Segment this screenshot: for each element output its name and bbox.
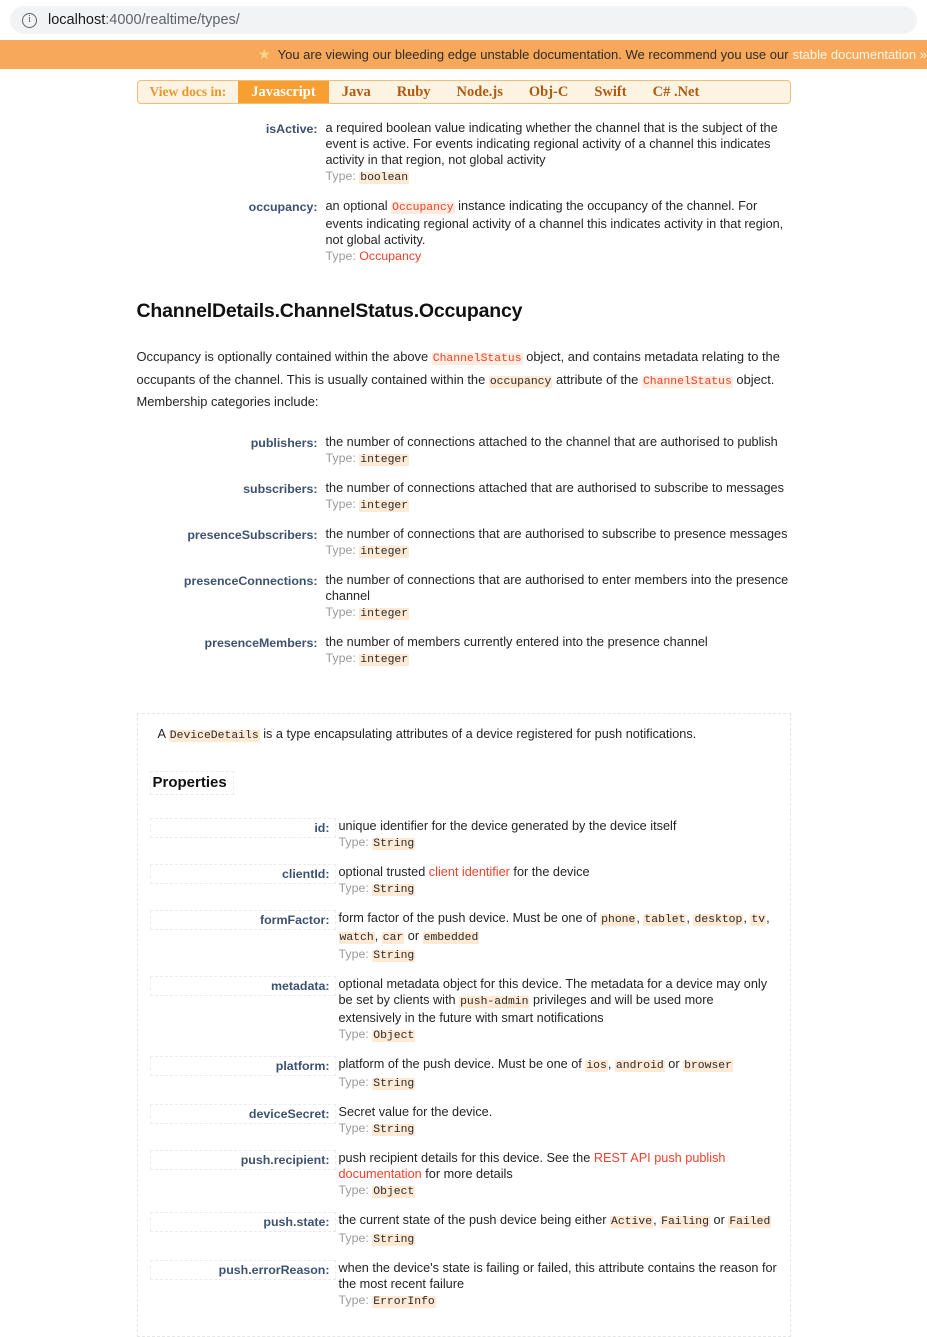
property-description (336, 818, 778, 852)
occupancy-intro-paragraph (137, 347, 791, 413)
property-description (336, 1056, 778, 1092)
property-type-line (339, 1230, 778, 1248)
tab-nodejs[interactable]: Node.js (456, 83, 503, 100)
property-description-text (326, 198, 791, 248)
property-name: metadata: (150, 976, 336, 996)
inline-code: ios (586, 1059, 607, 1072)
property-name: id: (150, 818, 336, 838)
inline-code: Failing (661, 1215, 709, 1228)
inline-code: browser (684, 1059, 732, 1072)
inline-code: phone (601, 913, 636, 926)
occupancy-heading: ChannelDetails.ChannelStatus.Occupancy (136, 300, 523, 322)
tab-javascript[interactable]: Javascript (238, 81, 328, 103)
property-name: platform: (150, 1056, 336, 1076)
url-host: localhost (48, 12, 106, 28)
property-description-text (326, 572, 791, 604)
type-value: Occupancy (359, 249, 422, 263)
text-run: object, and contains metadata relating to the occupants of the channel. This is usually contained within the (136, 349, 780, 387)
property-description-text (326, 480, 791, 496)
text-run: Occupancy is optionally contained within the above (136, 349, 432, 364)
property-description (323, 120, 791, 186)
text-run: the number of connections attached that are authorised to subscribe to messages (325, 480, 784, 495)
property-description-text (339, 1212, 778, 1230)
property-description (336, 1212, 778, 1248)
inline-code: tablet (644, 913, 686, 926)
property-description (336, 1260, 778, 1310)
type-value: integer (360, 453, 409, 466)
property-description (323, 634, 791, 668)
property-type-line (326, 168, 791, 186)
property-description-text (339, 910, 778, 946)
property-description-text (339, 1056, 778, 1074)
property-name: deviceSecret: (150, 1104, 336, 1124)
property-description-text (326, 434, 791, 450)
type-label: Type: (338, 1026, 373, 1041)
property-row (137, 120, 791, 186)
text-run: , (374, 928, 382, 943)
type-value: Object (373, 1029, 415, 1042)
text-run: is a type encapsulating attributes of a device registered for push notifications. (259, 726, 697, 741)
property-name: occupancy: (248, 200, 318, 214)
text-run: when the device's state is failing or failed, this attribute contains the reason for the most recent failure (338, 1260, 777, 1291)
type-label: Type: (338, 1074, 373, 1089)
property-type-line (339, 880, 778, 898)
property-type-line (339, 834, 778, 852)
text-run: a required boolean value indicating whether the channel that is the subject of the event is active. For events indicating regional activity of a channel this indicates activity in that region, not global activity (325, 121, 778, 167)
text-run: for more details (421, 1166, 513, 1181)
device-details-section-wrap (0, 680, 927, 1337)
text-run: attribute of the (552, 371, 642, 387)
type-label: Type: (325, 496, 360, 511)
inline-code: push-admin (460, 995, 529, 1008)
property-name: publishers: (250, 435, 318, 450)
text-run: the current state of the push device being either (338, 1212, 611, 1227)
type-value: integer (360, 545, 409, 558)
property-row (150, 1260, 778, 1310)
type-label: Type: (325, 169, 360, 183)
property-type-line (339, 1120, 778, 1138)
property-description (336, 1104, 778, 1138)
property-name: presenceMembers: (204, 635, 318, 650)
text-run: privileges and will be used more extensively in the future with smart notifications (338, 992, 714, 1025)
property-description (323, 198, 791, 264)
property-name: presenceConnections: (183, 573, 318, 588)
property-row (150, 976, 778, 1044)
text-run: or (709, 1212, 729, 1227)
inline-code-type: ChannelStatus (642, 375, 732, 388)
property-description (336, 864, 778, 898)
stable-documentation-link[interactable]: stable documentation » (792, 47, 927, 62)
text-run: the number of connections that are authorised to enter members into the presence channel (325, 572, 789, 603)
text-run: unique identifier for the device generated by the device itself (338, 818, 677, 833)
occupancy-section (137, 276, 791, 668)
property-type-line (339, 1026, 778, 1044)
type-label: Type: (338, 1182, 373, 1197)
property-row (137, 526, 791, 560)
type-value: String (373, 1123, 415, 1136)
property-name: push.errorReason: (150, 1260, 336, 1280)
property-description (336, 1150, 778, 1200)
text-run: the number of connections that are authorised to subscribe to presence messages (325, 526, 788, 541)
type-label: Type: (338, 880, 373, 895)
tab-swift[interactable]: Swift (594, 83, 627, 100)
occupancy-prop-list (137, 434, 791, 668)
device-details-intro (150, 724, 778, 747)
property-description (336, 910, 778, 964)
property-description (323, 572, 791, 622)
property-row (150, 1056, 778, 1092)
text-run: , (636, 910, 644, 925)
property-name: subscribers: (243, 481, 318, 496)
property-description-text (339, 1150, 778, 1182)
view-docs-in-label: View docs in: (149, 84, 227, 99)
property-row (137, 480, 791, 514)
inline-code: embedded (423, 931, 479, 944)
property-row (137, 198, 791, 264)
text-run: or (404, 928, 423, 943)
browser-chrome (0, 0, 927, 40)
text-run: for the device (509, 864, 590, 879)
inline-code-type: ChannelStatus (432, 353, 522, 365)
property-description-text (326, 120, 791, 168)
type-label: Type: (325, 542, 360, 557)
banner-text: You are viewing our bleeding edge unstable documentation. We recommend you use our (277, 47, 789, 62)
text-run: push recipient details for this device. See the (338, 1150, 594, 1165)
property-type-line (326, 248, 791, 264)
property-description (323, 526, 791, 560)
type-label: Type: (338, 834, 373, 849)
text-run: optional metadata object for this device. The metadata for a device may only be set by clients with (338, 976, 768, 1007)
type-label: Type: (325, 450, 360, 465)
text-run: form factor of the push device. Must be one of (338, 910, 601, 925)
device-details-prop-list (150, 818, 778, 1310)
inline-link[interactable]: client identifier (428, 864, 510, 879)
text-run: optional trusted (338, 864, 429, 879)
text-run: , (766, 910, 770, 925)
unstable-docs-banner (0, 40, 927, 69)
text-run: , (607, 1056, 615, 1071)
device-details-box (137, 713, 791, 1337)
channel-status-props-section (137, 104, 791, 264)
property-description-text (339, 818, 778, 834)
property-description-text (326, 634, 791, 650)
tab-ruby[interactable]: Ruby (396, 83, 431, 100)
text-run: platform of the push device. Must be one of (338, 1056, 586, 1071)
property-description-text (339, 1104, 778, 1120)
type-value: integer (360, 607, 409, 620)
tab-csharp-net[interactable]: C# .Net (652, 83, 700, 100)
property-description (323, 480, 791, 514)
property-type-line (326, 650, 791, 668)
type-value: Object (373, 1185, 415, 1198)
inline-code: watch (339, 931, 374, 944)
property-name: push.recipient: (150, 1150, 336, 1170)
property-description-text (339, 1260, 778, 1292)
property-type-line (339, 946, 778, 964)
text-run: , (653, 1212, 661, 1227)
property-type-line (326, 542, 791, 560)
property-row (137, 434, 791, 468)
property-row (150, 1104, 778, 1138)
inline-code: Failed (729, 1215, 771, 1228)
property-type-line (339, 1292, 778, 1310)
property-description (323, 434, 791, 468)
type-label: Type: (338, 1230, 373, 1245)
property-type-line (326, 496, 791, 514)
text-run: or (664, 1056, 684, 1071)
inline-code: Active (611, 1215, 653, 1228)
property-name: isActive: (265, 122, 318, 136)
tab-objc[interactable]: Obj-C (528, 83, 569, 100)
property-name: push.state: (150, 1212, 336, 1232)
tab-java[interactable]: Java (341, 83, 371, 100)
inline-code: tv (751, 913, 766, 926)
property-type-line (326, 604, 791, 622)
language-selector-wrap (0, 69, 927, 104)
channel-status-prop-list (137, 120, 791, 264)
url-path: :4000/realtime/types/ (105, 12, 240, 28)
text-run: Secret value for the device. (338, 1104, 493, 1119)
property-description-text (339, 864, 778, 880)
url-bar[interactable] (10, 6, 917, 34)
inline-code: occupancy (489, 375, 552, 388)
inline-code-type: Occupancy (392, 202, 454, 214)
property-row (150, 818, 778, 852)
property-description (336, 976, 778, 1044)
inline-link[interactable]: REST API push publish documentation (338, 1150, 726, 1181)
inline-code: DeviceDetails (169, 729, 259, 742)
type-value: String (373, 837, 415, 850)
property-row (150, 1212, 778, 1248)
type-label: Type: (325, 249, 360, 263)
type-value: String (373, 949, 415, 962)
star-icon: ★ (258, 46, 271, 62)
language-tab-bar (137, 80, 791, 104)
type-value: integer (360, 653, 409, 666)
type-value: ErrorInfo (373, 1295, 435, 1308)
property-name: clientId: (150, 864, 336, 884)
type-label: Type: (325, 604, 360, 619)
site-info-icon[interactable] (22, 13, 37, 28)
text-run: A (157, 726, 169, 741)
type-label: Type: (325, 650, 360, 665)
property-name: formFactor: (150, 910, 336, 930)
type-label: Type: (338, 1292, 373, 1307)
property-row (150, 864, 778, 898)
property-row (150, 1150, 778, 1200)
property-type-line (326, 450, 791, 468)
type-value: String (373, 1233, 415, 1246)
type-value: integer (360, 499, 409, 512)
property-type-line (339, 1182, 778, 1200)
text-run: the number of connections attached to the channel that are authorised to publish (325, 434, 778, 449)
property-type-line (339, 1074, 778, 1092)
type-value: String (373, 883, 415, 896)
type-value: boolean (360, 172, 409, 184)
property-row (150, 910, 778, 964)
inline-code: android (615, 1059, 664, 1072)
property-description-text (326, 526, 791, 542)
text-run: instance indicating the occupancy of the channel. For events indicating regional activity of a channel this indicates activity in that region, not global activity. (325, 199, 784, 247)
inline-code: car (382, 931, 404, 944)
property-row (137, 634, 791, 668)
device-details-properties-heading: Properties (150, 771, 234, 795)
text-run: , (686, 910, 694, 925)
type-value: String (373, 1077, 415, 1090)
property-description-text (339, 976, 778, 1026)
text-run: , (743, 910, 751, 925)
property-name: presenceSubscribers: (187, 527, 318, 542)
text-run: the number of members currently entered into the presence channel (325, 634, 708, 649)
type-label: Type: (338, 946, 373, 961)
text-run: an optional (325, 199, 392, 213)
text-run: object. Membership categories include: (136, 371, 775, 409)
main-content (0, 104, 927, 1337)
property-row (137, 572, 791, 622)
type-label: Type: (338, 1120, 373, 1135)
inline-code: desktop (694, 913, 743, 926)
